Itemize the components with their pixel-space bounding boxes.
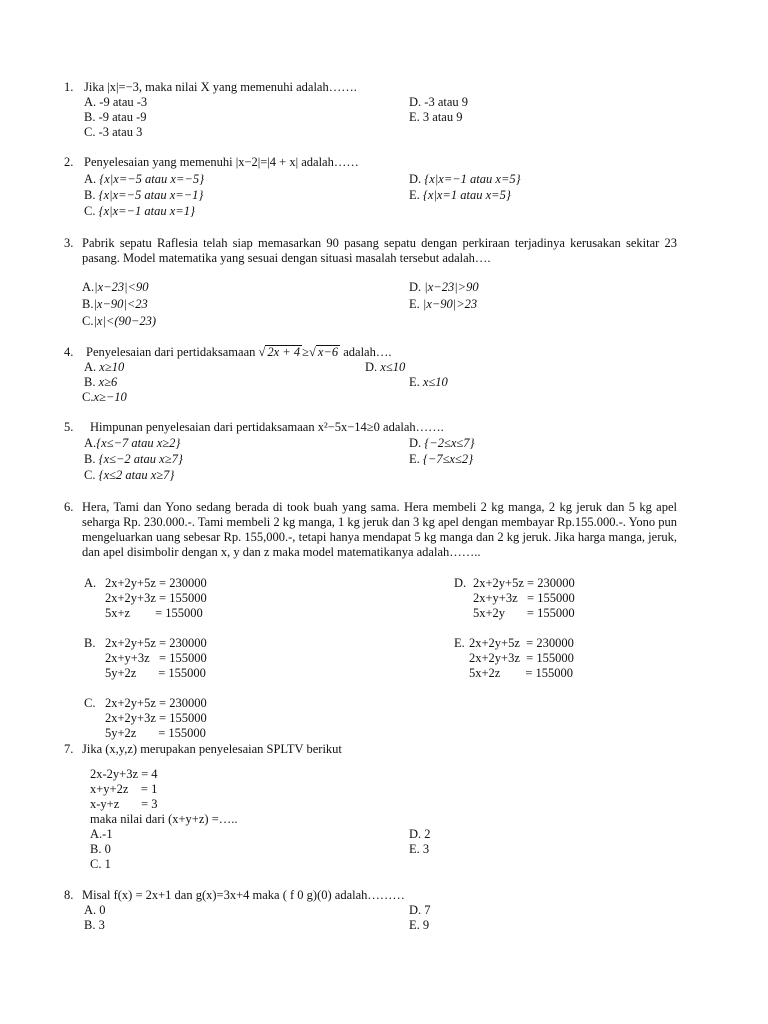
q7-option-c: C. 1 — [90, 857, 111, 871]
q2-option-d: D. {x|x=−1 atau x=5} — [409, 172, 521, 186]
q8-option-e: E. 9 — [409, 918, 430, 932]
q6-option-b-eq3: 5y+2z = 155000 — [105, 666, 206, 680]
q6-option-e-label: E. — [454, 636, 465, 650]
q7-ask: maka nilai dari (x+y+z) =….. — [90, 812, 238, 826]
q4-number: 4. — [64, 345, 74, 359]
q6-option-e-eq3: 5x+2z = 155000 — [469, 666, 574, 680]
q6-option-a-eq2: 2x+2y+3z = 155000 — [105, 591, 207, 605]
q6-option-b-eq2: 2x+y+3z = 155000 — [105, 651, 207, 665]
q7-system-eq2: x+y+2z = 1 — [90, 782, 158, 796]
q7-option-a: A.-1 — [90, 827, 113, 841]
q6-number: 6. — [64, 500, 74, 514]
q8-stem: Misal f(x) = 2x+1 dan g(x)=3x+4 maka ( f 0 g)(0) adalah……… — [82, 888, 405, 902]
q6-option-d-eq1: 2x+2y+5z = 230000 — [473, 576, 575, 590]
q5-option-d: D. {−2≤x≤7} — [409, 436, 475, 450]
q3-option-e: E. |x−90|>23 — [409, 297, 478, 311]
q6-option-c-eq2: 2x+2y+3z = 155000 — [105, 711, 207, 725]
q6-option-a-eq3: 5x+z = 155000 — [105, 606, 203, 620]
q4-option-a: A. x≥10 — [84, 360, 125, 374]
q6-option-c-eq1: 2x+2y+5z = 230000 — [105, 696, 207, 710]
q5-number: 5. — [64, 420, 74, 434]
q1-option-c: C. -3 atau 3 — [84, 125, 143, 139]
q3-option-c: C.|x|<(90−23) — [82, 314, 157, 328]
q6-option-b-label: B. — [84, 636, 96, 650]
q7-option-d: D. 2 — [409, 827, 431, 841]
q1-stem: Jika |x|=−3, maka nilai X yang memenuhi adalah……. — [84, 80, 357, 94]
q6-option-b-eq1: 2x+2y+5z = 230000 — [105, 636, 207, 650]
q6-option-e-eq1: 2x+2y+5z = 230000 — [469, 636, 574, 650]
q5-option-a: A.{x≤−7 atau x≥2} — [84, 436, 181, 450]
q6-option-a-eq1: 2x+2y+5z = 230000 — [105, 576, 207, 590]
q6-option-d-eq3: 5x+2y = 155000 — [473, 606, 575, 620]
q4-stem: Penyelesaian dari pertidaksamaan √ 2x + 4 ≥√ x−6 adalah…. — [86, 345, 392, 359]
q7-stem: Jika (x,y,z) merupakan penyelesaian SPLTV berikut — [82, 742, 342, 756]
q6-option-a-label: A. — [84, 576, 97, 590]
q8-option-b: B. 3 — [84, 918, 105, 932]
q2-number: 2. — [64, 155, 74, 169]
q2-stem: Penyelesaian yang memenuhi |x−2|=|4 + x| adalah…… — [84, 155, 359, 169]
q1-option-d: D. -3 atau 9 — [409, 95, 469, 109]
q7-number: 7. — [64, 742, 74, 756]
q6-option-d-label: D. — [454, 576, 467, 590]
q7-system-eq3: x-y+z = 3 — [90, 797, 158, 811]
q8-number: 8. — [64, 888, 74, 902]
q5-option-b: B. {x≤−2 atau x≥7} — [84, 452, 183, 466]
q6-option-d-eq2: 2x+y+3z = 155000 — [473, 591, 575, 605]
q4-option-e: E. x≤10 — [409, 375, 448, 389]
q4-option-d: D. x≤10 — [365, 360, 406, 374]
q3-number: 3. — [64, 236, 74, 250]
q5-option-c: C. {x≤2 atau x≥7} — [84, 468, 175, 482]
q6-option-c-eq3: 5y+2z = 155000 — [105, 726, 206, 740]
q5-stem: Himpunan penyelesaian dari pertidaksamaan x²−5x−14≥0 adalah……. — [90, 420, 444, 434]
q8-option-d: D. 7 — [409, 903, 431, 917]
q6-option-c-label: C. — [84, 696, 96, 710]
q3-option-b: B.|x−90|<23 — [82, 297, 148, 311]
q1-option-e: E. 3 atau 9 — [409, 110, 463, 124]
q3-stem: Pabrik sepatu Raflesia telah siap memasarkan 90 pasang sepatu dengan perkiraan terjadinya kerusakan sekitar 23 pasang. Model matematika yang sesuai dengan situasi masalah tersebut adalah…. — [82, 236, 677, 265]
q3-option-d: D. |x−23|>90 — [409, 280, 479, 294]
q7-system-eq1: 2x-2y+3z = 4 — [90, 767, 158, 781]
q5-option-e: E. {−7≤x≤2} — [409, 452, 474, 466]
q6-option-e-eq2: 2x+2y+3z = 155000 — [469, 651, 574, 665]
q1-number: 1. — [64, 80, 74, 94]
q1-option-a: A. -9 atau -3 — [84, 95, 148, 109]
q7-option-b: B. 0 — [90, 842, 111, 856]
q6-stem: Hera, Tami dan Yono sedang berada di took buah yang sama. Hera membeli 2 kg manga, 2 kg jeruk dan 5 kg apel seharga Rp. 230.000.-. Tami membeli 2 kg manga, 1 kg jeruk dan 3 kg apel dengan membayar Rp.155.000.-. Yono pun mengeluarkan uang sebesar Rp. 155,000.-, tetapi hanya mendapat 5 kg manga dan 2 kg jeruk. Jika harga manga, jeruk, dan apel disimbolir dengan x, y dan z maka model matematikanya adalah…….. — [82, 500, 677, 559]
q4-option-c: C.x≥−10 — [82, 390, 127, 404]
q3-option-a: A.|x−23|<90 — [82, 280, 149, 294]
q2-option-c: C. {x|x=−1 atau x=1} — [84, 204, 195, 218]
q4-option-b: B. x≥6 — [84, 375, 118, 389]
q8-option-a: A. 0 — [84, 903, 106, 917]
q2-option-a: A. {x|x=−5 atau x=−5} — [84, 172, 205, 186]
q2-option-b: B. {x|x=−5 atau x=−1} — [84, 188, 204, 202]
q1-option-b: B. -9 atau -9 — [84, 110, 147, 124]
q2-option-e: E. {x|x=1 atau x=5} — [409, 188, 511, 202]
q7-option-e: E. 3 — [409, 842, 430, 856]
